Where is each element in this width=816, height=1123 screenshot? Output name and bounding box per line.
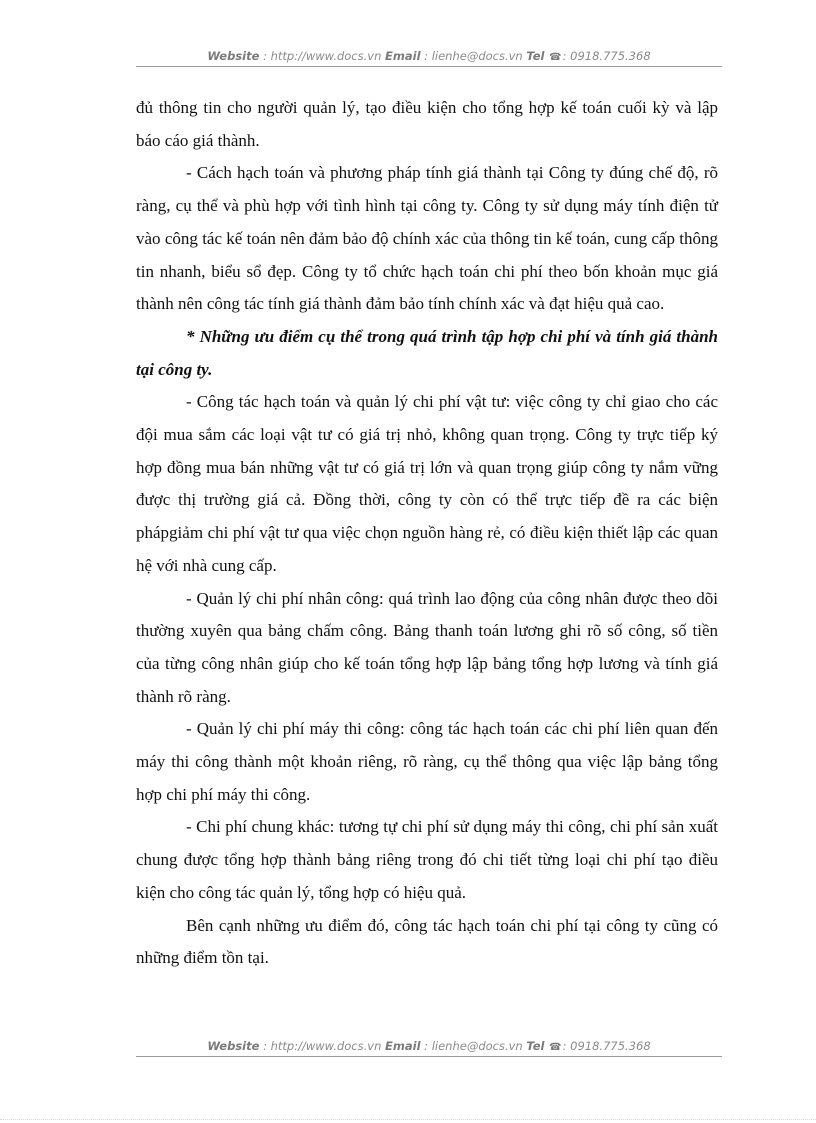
footer-email-link[interactable]: : lienhe@docs.vn xyxy=(424,1039,523,1053)
header-tel-value: : 0918.775.368 xyxy=(562,49,651,63)
paragraph: - Quản lý chi phí nhân công: quá trình lao động của công nhân được theo dõi thường xuyên qua bảng chấm công. Bảng thanh toán lương ghi rõ số công, số tiền của từng công nhân giúp cho kế toán tổng hợp lập bảng tổng hợp lương và tính giá thành rõ ràng. xyxy=(136,588,718,706)
footer-tel-value: : 0918.775.368 xyxy=(562,1039,651,1053)
paragraph: - Quản lý chi phí máy thi công: công tác hạch toán các chi phí liên quan đến máy thi công thành một khoản riêng, rõ ràng, cụ thể thông qua việc lập bảng tổng hợp chi phí máy thi công. xyxy=(136,719,718,804)
header-email-link[interactable]: : lienhe@docs.vn xyxy=(424,49,523,63)
phone-icon: ☎ xyxy=(549,1042,562,1053)
paragraph: - Công tác hạch toán và quản lý chi phí vật tư: việc công ty chỉ giao cho các đội mua sắm các loại vật tư có giá trị nhỏ, không quan trọng. Công ty trực tiếp ký hợp đồng mua bán những vật tư có giá trị lớn và quan trọng giúp công ty nắm vững được thị trường giá cả. Đồng thời, công ty còn có thể trực tiếp đề ra các biện phápgiảm chi phí vật tư qua việc chọn nguồn hàng rẻ, có điều kiện thiết lập các quan hệ với nhà cung cấp. xyxy=(136,392,718,575)
header-website-link[interactable]: : http://www.docs.vn xyxy=(263,49,382,63)
paragraph: Bên cạnh những ưu điểm đó, công tác hạch toán chi phí tại công ty cũng có những điểm tồn tại. xyxy=(136,915,718,968)
page-footer xyxy=(136,1039,722,1057)
footer-website-link[interactable]: : http://www.docs.vn xyxy=(263,1039,382,1053)
document-body xyxy=(136,92,718,975)
page-edge-divider xyxy=(0,1119,816,1120)
paragraph: đủ thông tin cho người quản lý, tạo điều kiện cho tổng hợp kế toán cuối kỳ và lập báo cáo giá thành. xyxy=(136,98,718,150)
paragraph: - Cách hạch toán và phương pháp tính giá thành tại Công ty đúng chế độ, rõ ràng, cụ thể và phù hợp với tình hình tại công ty. Công ty sử dụng máy tính điện tử vào công tác kế toán nên đảm bảo độ chính xác của thông tin kế toán, cung cấp thông tin nhanh, biểu sổ đẹp. Công ty tổ chức hạch toán chi phí theo bốn khoản mục giá thành nên công tác tính giá thành đảm bảo tính chính xác và đạt hiệu quả cao. xyxy=(136,163,718,314)
page-header xyxy=(136,49,722,67)
phone-icon: ☎ xyxy=(549,52,562,63)
header-email-label: Email xyxy=(385,49,421,63)
footer-tel-label: Tel xyxy=(526,1039,545,1053)
footer-email-label: Email xyxy=(385,1039,421,1053)
paragraph: - Chi phí chung khác: tương tự chi phí sử dụng máy thi công, chi phí sản xuất chung được tổng hợp thành bảng riêng trong đó chi tiết từng loại chi phí tạo điều kiện cho công tác quản lý, tổng hợp có hiệu quả. xyxy=(136,817,718,902)
section-heading: * Những ưu điểm cụ thể trong quá trình tập hợp chi phí và tính giá thành tại công ty. xyxy=(136,326,718,379)
header-website-label: Website xyxy=(207,49,260,63)
header-tel-label: Tel xyxy=(526,49,545,63)
footer-website-label: Website xyxy=(207,1039,260,1053)
